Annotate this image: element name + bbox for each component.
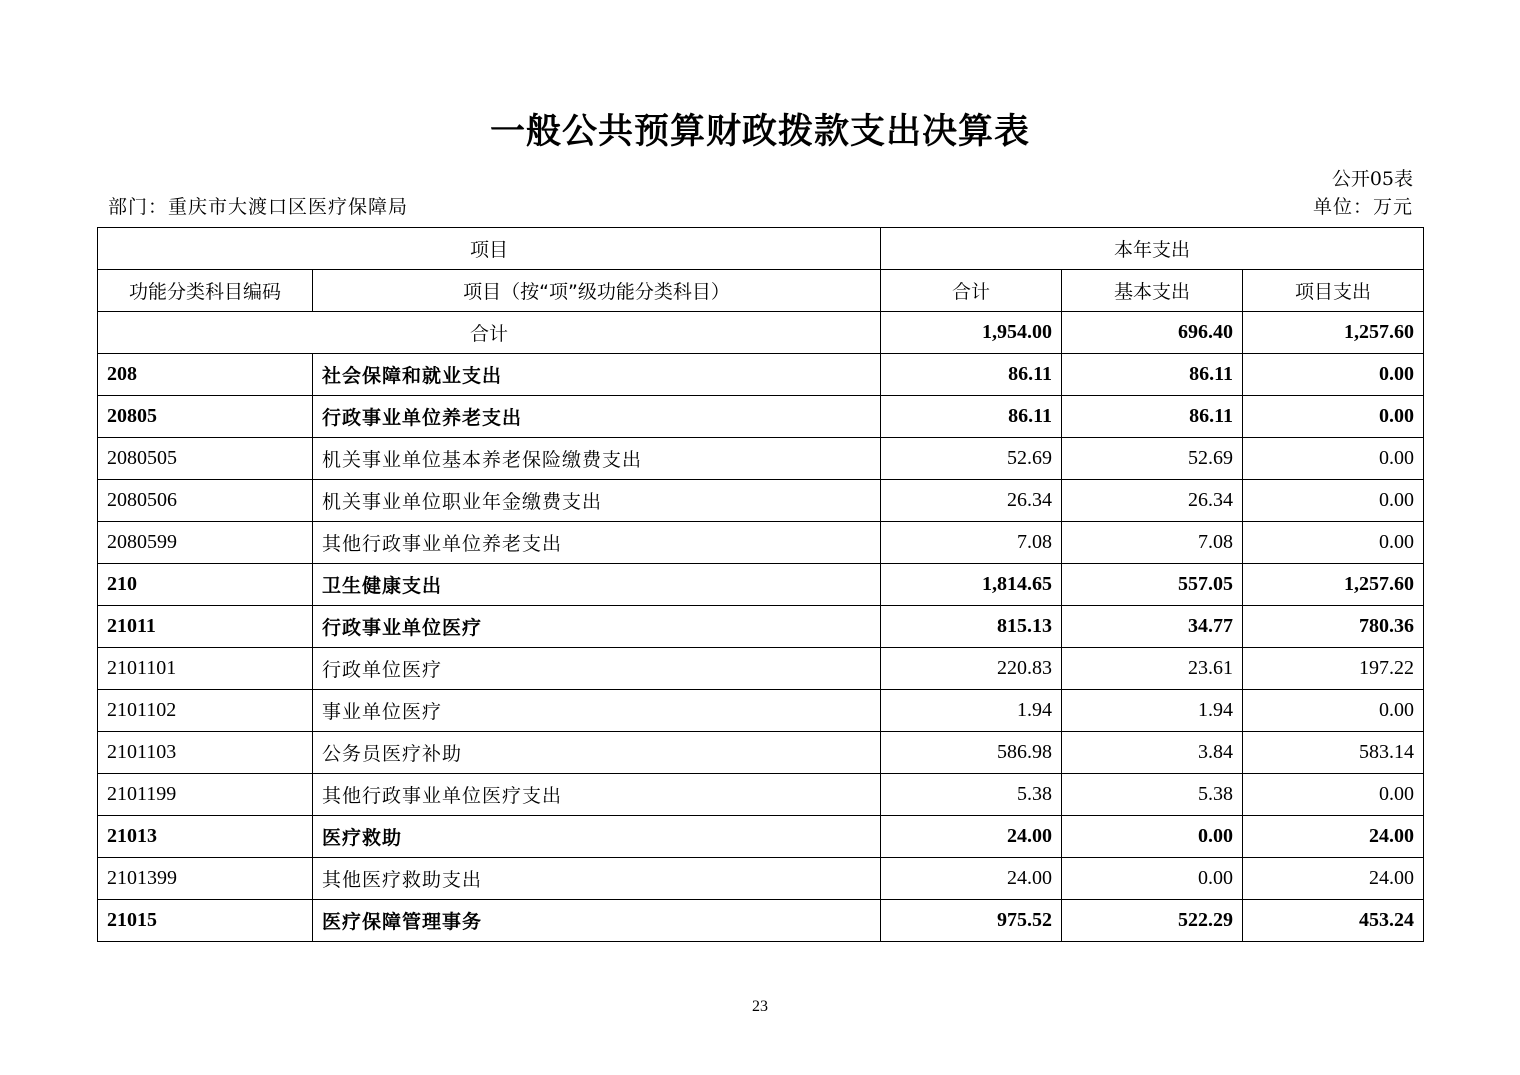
- header-project-expense: 项目支出: [1243, 270, 1424, 312]
- row-code: 2080599: [98, 522, 313, 564]
- row-basic: 23.61: [1062, 648, 1243, 690]
- total-row: [98, 312, 1424, 354]
- table-row: [98, 732, 1424, 774]
- row-name: 医疗救助: [313, 816, 881, 858]
- total-project: 1,257.60: [1243, 312, 1424, 354]
- row-project: 780.36: [1243, 606, 1424, 648]
- header-total: 合计: [881, 270, 1062, 312]
- row-total: 815.13: [881, 606, 1062, 648]
- row-total: 5.38: [881, 774, 1062, 816]
- header-project: 项目: [98, 228, 881, 270]
- table-row: [98, 606, 1424, 648]
- row-total: 220.83: [881, 648, 1062, 690]
- row-name: 行政事业单位医疗: [313, 606, 881, 648]
- total-basic: 696.40: [1062, 312, 1243, 354]
- row-basic: 557.05: [1062, 564, 1243, 606]
- row-name: 机关事业单位基本养老保险缴费支出: [313, 438, 881, 480]
- row-name: 行政事业单位养老支出: [313, 396, 881, 438]
- table-row: [98, 900, 1424, 942]
- total-amount: 1,954.00: [881, 312, 1062, 354]
- row-project: 0.00: [1243, 522, 1424, 564]
- row-name: 机关事业单位职业年金缴费支出: [313, 480, 881, 522]
- row-name: 其他行政事业单位养老支出: [313, 522, 881, 564]
- row-name: 其他行政事业单位医疗支出: [313, 774, 881, 816]
- header-row-1: [98, 228, 1424, 270]
- table-row: [98, 816, 1424, 858]
- row-code: 2101102: [98, 690, 313, 732]
- row-basic: 34.77: [1062, 606, 1243, 648]
- row-code: 21015: [98, 900, 313, 942]
- row-total: 7.08: [881, 522, 1062, 564]
- row-basic: 7.08: [1062, 522, 1243, 564]
- header-row-2: [98, 270, 1424, 312]
- table-row: [98, 858, 1424, 900]
- header-item: 项目（按“项”级功能分类科目）: [313, 270, 881, 312]
- header-code: 功能分类科目编码: [98, 270, 313, 312]
- form-number: 公开05表: [1331, 168, 1413, 190]
- row-total: 86.11: [881, 396, 1062, 438]
- row-name: 其他医疗救助支出: [313, 858, 881, 900]
- row-total: 24.00: [881, 858, 1062, 900]
- unit-label: 单位：万元: [1312, 196, 1413, 218]
- row-code: 20805: [98, 396, 313, 438]
- row-total: 86.11: [881, 354, 1062, 396]
- table-row: [98, 774, 1424, 816]
- row-total: 52.69: [881, 438, 1062, 480]
- row-project: 453.24: [1243, 900, 1424, 942]
- row-name: 卫生健康支出: [313, 564, 881, 606]
- page-title: 一般公共预算财政拨款支出决算表: [489, 112, 1030, 152]
- row-name: 公务员医疗补助: [313, 732, 881, 774]
- table-row: [98, 396, 1424, 438]
- row-code: 21011: [98, 606, 313, 648]
- row-total: 26.34: [881, 480, 1062, 522]
- row-basic: 522.29: [1062, 900, 1243, 942]
- header-basic: 基本支出: [1062, 270, 1243, 312]
- row-code: 2080505: [98, 438, 313, 480]
- row-project: 197.22: [1243, 648, 1424, 690]
- row-name: 行政单位医疗: [313, 648, 881, 690]
- row-project: 0.00: [1243, 690, 1424, 732]
- row-total: 1,814.65: [881, 564, 1062, 606]
- table-row: [98, 648, 1424, 690]
- expenditure-table: [97, 227, 1424, 942]
- row-code: 210: [98, 564, 313, 606]
- row-basic: 1.94: [1062, 690, 1243, 732]
- table-row: [98, 564, 1424, 606]
- row-basic: 5.38: [1062, 774, 1243, 816]
- row-project: 583.14: [1243, 732, 1424, 774]
- header-this-year: 本年支出: [881, 228, 1424, 270]
- total-label: 合计: [98, 312, 881, 354]
- row-total: 24.00: [881, 816, 1062, 858]
- row-basic: 0.00: [1062, 858, 1243, 900]
- table-row: [98, 690, 1424, 732]
- row-basic: 0.00: [1062, 816, 1243, 858]
- row-code: 2101103: [98, 732, 313, 774]
- row-name: 事业单位医疗: [313, 690, 881, 732]
- row-basic: 86.11: [1062, 396, 1243, 438]
- row-project: 0.00: [1243, 774, 1424, 816]
- row-code: 2101101: [98, 648, 313, 690]
- row-project: 24.00: [1243, 858, 1424, 900]
- row-basic: 86.11: [1062, 354, 1243, 396]
- row-name: 医疗保障管理事务: [313, 900, 881, 942]
- row-project: 24.00: [1243, 816, 1424, 858]
- table-row: [98, 354, 1424, 396]
- page-number: 23: [752, 998, 768, 1015]
- row-code: 2101399: [98, 858, 313, 900]
- table-row: [98, 522, 1424, 564]
- row-code: 2080506: [98, 480, 313, 522]
- row-project: 0.00: [1243, 396, 1424, 438]
- row-name: 社会保障和就业支出: [313, 354, 881, 396]
- row-basic: 26.34: [1062, 480, 1243, 522]
- row-project: 0.00: [1243, 480, 1424, 522]
- row-total: 586.98: [881, 732, 1062, 774]
- row-basic: 3.84: [1062, 732, 1243, 774]
- row-basic: 52.69: [1062, 438, 1243, 480]
- table-row: [98, 480, 1424, 522]
- row-code: 21013: [98, 816, 313, 858]
- row-project: 1,257.60: [1243, 564, 1424, 606]
- row-code: 208: [98, 354, 313, 396]
- row-project: 0.00: [1243, 438, 1424, 480]
- row-project: 0.00: [1243, 354, 1424, 396]
- row-total: 1.94: [881, 690, 1062, 732]
- row-code: 2101199: [98, 774, 313, 816]
- row-total: 975.52: [881, 900, 1062, 942]
- department-label: 部门：重庆市大渡口区医疗保障局: [108, 196, 409, 218]
- table-row: [98, 438, 1424, 480]
